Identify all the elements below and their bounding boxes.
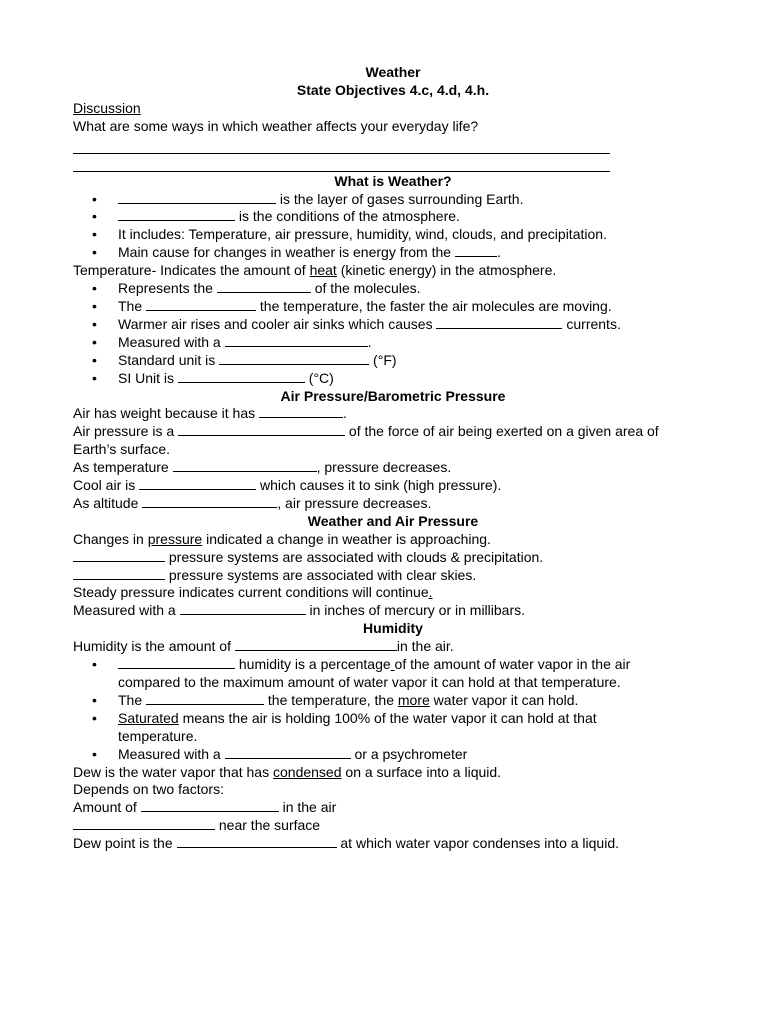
fill-in-blank[interactable] [455,244,497,257]
what-is-weather-heading: What is Weather? [334,172,452,189]
weather-pressure-line: pressure systems are associated with clouds & precipitation. [73,549,713,567]
answer-line-1[interactable] [73,141,610,154]
fill-in-blank[interactable] [219,352,369,365]
humidity-line: Humidity is the amount of in the air. [73,638,454,655]
page-title: Weather [365,64,421,80]
fill-in-blank[interactable] [180,602,306,615]
discussion-heading: Discussion [73,99,141,116]
weather-pressure-line: pressure systems are associated with clear skies. [73,567,713,585]
answer-line-2[interactable] [73,159,610,172]
fill-in-blank[interactable] [173,459,317,472]
fill-in-blank[interactable] [73,567,165,580]
near-surface-line: near the surface [73,817,713,835]
humidity-heading: Humidity [363,620,423,637]
list-item: • Measured with a . [73,334,713,352]
weather-pressure-line: Steady pressure indicates current conditions will continue. [73,584,433,601]
fill-in-blank[interactable] [235,638,397,651]
fill-in-blank[interactable] [73,549,165,562]
list-item: • It includes: Temperature, air pressure, humidity, wind, clouds, and precipitation. [73,226,713,244]
dew-point-line: Dew point is the at which water vapor condenses into a liquid. [73,835,619,852]
air-pressure-line: As temperature , pressure decreases. [73,459,452,476]
fill-in-blank[interactable] [217,280,311,293]
temperature-definition: Temperature- Indicates the amount of heat (kinetic energy) in the atmosphere. [73,262,557,279]
weather-pressure-heading: Weather and Air Pressure [307,512,479,529]
list-item: • The the temperature, the faster the air molecules are moving. [73,298,713,316]
depends-line: Depends on two factors: [73,781,224,798]
fill-in-blank[interactable] [118,208,235,221]
list-item: • SI Unit is (°C) [73,370,713,388]
dew-line: Dew is the water vapor that has condensed on a surface into a liquid. [73,763,502,780]
weather-pressure-line: Changes in pressure indicated a change in weather is approaching. [73,530,491,547]
fill-in-blank[interactable] [118,191,276,204]
fill-in-blank[interactable] [146,692,264,705]
list-item: • Saturated means the air is holding 100% of the water vapor it can hold at that temperature. [73,710,713,746]
air-pressure-line: Air has weight because it has . [73,405,347,422]
air-pressure-line: Cool air is which causes it to sink (high pressure). [73,477,502,494]
air-pressure-heading: Air Pressure/Barometric Pressure [280,387,506,404]
fill-in-blank[interactable] [73,817,215,830]
list-item: • Main cause for changes in weather is energy from the . [73,244,713,262]
fill-in-blank[interactable] [142,495,277,508]
list-item: • humidity is a percentage of the amount of water vapor in the air compared to the maximum amount of water vapor it can hold at that temperature. [73,656,713,692]
list-item: • is the layer of gases surrounding Earth. [73,191,713,209]
list-item: • Measured with a or a psychrometer [73,746,713,764]
list-item: • Represents the of the molecules. [73,280,713,298]
temperature-list [73,280,713,387]
weather-pressure-line: Measured with a in inches of mercury or in millibars. [73,602,526,619]
worksheet-page [73,64,713,853]
fill-in-blank[interactable] [139,477,256,490]
fill-in-blank[interactable] [259,405,343,418]
air-pressure-line: As altitude , air pressure decreases. [73,494,432,511]
fill-in-blank[interactable] [177,835,337,848]
what-is-weather-list [73,191,713,263]
fill-in-blank[interactable] [225,746,351,759]
amount-line: Amount of in the air [73,799,337,816]
fill-in-blank[interactable] [178,370,305,383]
fill-in-blank[interactable] [118,656,235,669]
list-item: • Warmer air rises and cooler air sinks which causes currents. [73,316,713,334]
fill-in-blank[interactable] [146,298,256,311]
fill-in-blank[interactable] [225,334,368,347]
list-item: • is the conditions of the atmosphere. [73,208,713,226]
air-pressure-line: Air pressure is a of the force of air being exerted on a given area of [73,423,659,440]
list-item: • The the temperature, the more water vapor it can hold. [73,692,713,710]
discussion-question: What are some ways in which weather affects your everyday life? [73,117,479,134]
fill-in-blank[interactable] [141,799,279,812]
humidity-list [73,656,713,763]
fill-in-blank[interactable] [436,316,562,329]
state-objectives: State Objectives 4.c, 4.d, 4.h. [296,81,490,98]
fill-in-blank[interactable] [178,423,345,436]
air-pressure-line-cont: Earth’s surface. [73,441,171,458]
list-item: • Standard unit is (°F) [73,352,713,370]
